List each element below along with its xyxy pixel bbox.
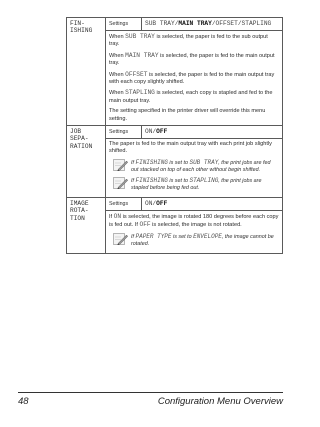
description-cell [106, 139, 283, 198]
code-text: MAIN TRAY [125, 51, 159, 59]
table-row [67, 126, 283, 139]
description-paragraph: The setting specified in the printer driver will override this menu setting. [109, 108, 266, 122]
description-cell [106, 31, 283, 126]
text-run: is selected, the image is not rotated. [150, 222, 242, 229]
value-option: SUB TRAY/ [145, 20, 179, 27]
text-run: is set to [167, 159, 190, 166]
footer-title: Configuration Menu Overview [157, 396, 283, 407]
value-option: /OFFSET/STAPLING [211, 20, 272, 27]
text-run: is selected, the image is rotated 180 degrees before each copy is fed out. If [109, 213, 279, 229]
menu-item-name [67, 197, 106, 253]
text-run: is selected, the paper is fed to the sub output tray. [109, 34, 268, 48]
code-text: SUB TRAY [125, 33, 155, 40]
description-paragraph [109, 89, 279, 105]
code-text: STAPLING [125, 89, 155, 97]
description-paragraph [109, 71, 279, 87]
text-run: is set to [171, 233, 194, 240]
table-row [67, 197, 283, 210]
code-text: OFFSET [125, 70, 148, 78]
settings-label: Settings [106, 197, 142, 210]
text-run: is set to [167, 177, 190, 184]
pencil-icon [113, 159, 128, 171]
text-run: If [131, 233, 136, 240]
settings-values [142, 126, 283, 139]
text-run: is selected, the paper is fed to the main output tray. [109, 52, 275, 67]
note-text [131, 233, 279, 248]
code-text: STAPLING [189, 176, 219, 184]
default-value: OFF [156, 199, 168, 207]
value-option: ON/ [145, 199, 157, 207]
text-run: When [109, 52, 126, 59]
pencil-icon [113, 233, 128, 245]
text-run: When [109, 90, 126, 97]
text-run: If [131, 177, 136, 184]
code-text: ON [113, 212, 122, 220]
description-paragraph [109, 52, 279, 68]
settings-table [66, 17, 283, 254]
description-paragraph [109, 213, 279, 230]
settings-label: Settings [106, 126, 142, 139]
settings-values [142, 197, 283, 210]
note [109, 159, 279, 174]
text-run: , the print jobs are fed out stacked on top of each other without begin shifted. [131, 159, 271, 173]
description-paragraph [109, 33, 279, 49]
code-text: ENVELOPE [193, 232, 222, 240]
code-text: FINISHING [135, 176, 168, 184]
text-run: , the print jobs are stapled before being fed out. [131, 177, 262, 191]
code-text: OFF [139, 221, 151, 229]
default-value: MAIN TRAY [178, 20, 212, 27]
note [109, 233, 279, 248]
code-text: FINISHING [135, 158, 168, 166]
settings-label: Settings [106, 18, 142, 31]
name-line: RATION [70, 142, 93, 150]
settings-values [142, 18, 283, 31]
menu-item-name [67, 18, 106, 126]
name-line: IMAGE [70, 199, 89, 207]
code-text: SUB TRAY [189, 158, 219, 166]
menu-item-name [67, 126, 106, 198]
name-line: FIN- [70, 20, 85, 27]
note-text [131, 177, 279, 192]
name-line: ROTA- [70, 207, 89, 215]
name-line: ISHING [70, 27, 93, 35]
note-text [131, 159, 279, 174]
name-line: SEPA- [70, 135, 89, 143]
text-run: , the image cannot be rotated. [131, 233, 274, 247]
table-row [67, 18, 283, 31]
page-number: 48 [18, 396, 29, 407]
page-footer [18, 392, 283, 407]
note [109, 177, 279, 192]
description-cell [106, 210, 283, 253]
code-text: PAPER TYPE [135, 232, 172, 240]
text-run: is selected, each copy is stapled and fed to the main output tray. [109, 90, 273, 104]
pencil-icon [113, 177, 128, 189]
text-run: When [109, 34, 126, 40]
value-option: ON/ [145, 128, 157, 136]
text-run: If [109, 213, 114, 220]
description-paragraph: The paper is fed to the main output tray with each print job slightly shifted. [109, 141, 272, 155]
text-run: is selected, the paper is fed to the main output tray with each copy slightly shifted. [109, 71, 275, 86]
text-run: If [131, 159, 136, 166]
default-value: OFF [156, 128, 168, 136]
text-run: When [109, 71, 126, 78]
name-line: JOB [70, 128, 82, 136]
name-line: TION [70, 214, 85, 222]
